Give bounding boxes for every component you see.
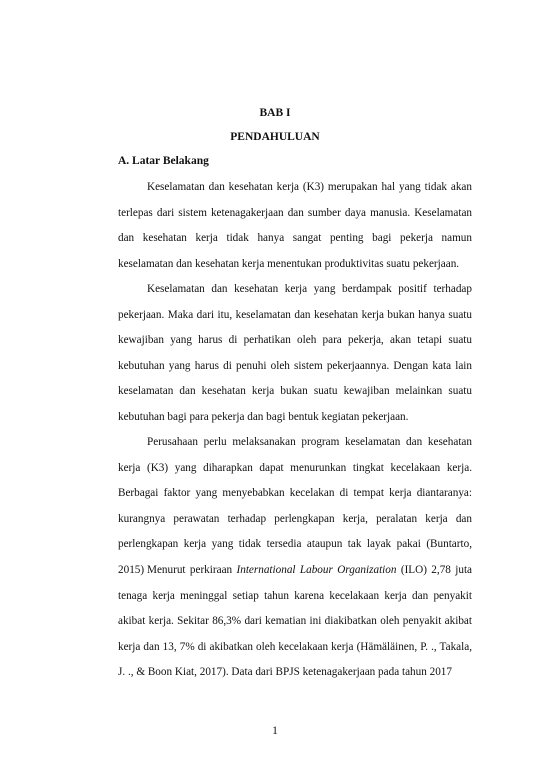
chapter-title: PENDAHULUAN <box>230 131 320 143</box>
page-number: 1 <box>272 725 278 737</box>
paragraph-3: Perusahaan perlu melaksanakan program keselamatan dan kesehatan kerja (K3) yang diharapkan dapat menurunkan tingkat kecelakaan kerja. Berbagai faktor yang menyebabkan kecelakan di tempat kerja diantaranya: kurangnya perawatan terhadap perlengkapan kerja, peralatan kerja dan perlengkapan kerja yang tidak tersedia ataupun tak layak pakai (Buntarto, 2015) <box>118 436 472 576</box>
paragraph-4-italic: International Labour Organization <box>236 564 397 576</box>
paragraph-1: Keselamatan dan kesehatan kerja (K3) merupakan hal yang tidak akan terlepas dari sistem ketenagakerjaan dan sumber daya manusia. Keselamatan dan kesehatan kerja tidak hanya sangat penting bagi pekerja namun keselamatan dan kesehatan kerja menentukan produktivitas suatu pekerjaan. <box>118 181 472 270</box>
paragraph-4 <box>118 558 472 686</box>
paragraph-2: Keselamatan dan kesehatan kerja yang berdampak positif terhadap pekerjaan. Maka dari itu, keselamatan dan kesehatan kerja bukan hanya suatu kewajiban yang harus di perhatikan oleh para pekerja, akan tetapi suatu kebutuhan yang harus di penuhi oleh sistem pekerjaannya. Dengan kata lain keselamatan dan kesehatan kerja bukan suatu kewajiban melainkan suatu kebutuhan bagi para pekerja dan bagi bentuk kegiatan pekerjaan. <box>118 283 472 423</box>
paragraph-4-before: Menurut perkiraan <box>147 564 237 576</box>
chapter-label: BAB I <box>259 107 291 119</box>
section-heading: A. Latar Belakang <box>118 155 209 167</box>
paragraph-4-after: (ILO) 2,78 juta tenaga kerja meninggal setiap tahun karena kecelakaan kerja dan penyakit akibat kerja. Sekitar 86,3% dari kematian ini diakibatkan oleh penyakit akibat kerja dan 13, 7% di akibatkan oleh kecelakaan kerja (Hämäläinen, P. ., Takala, J. ., & Boon Kiat, 2017). Data dari BPJS ketenagakerjaan pada tahun 2017 <box>118 564 473 679</box>
